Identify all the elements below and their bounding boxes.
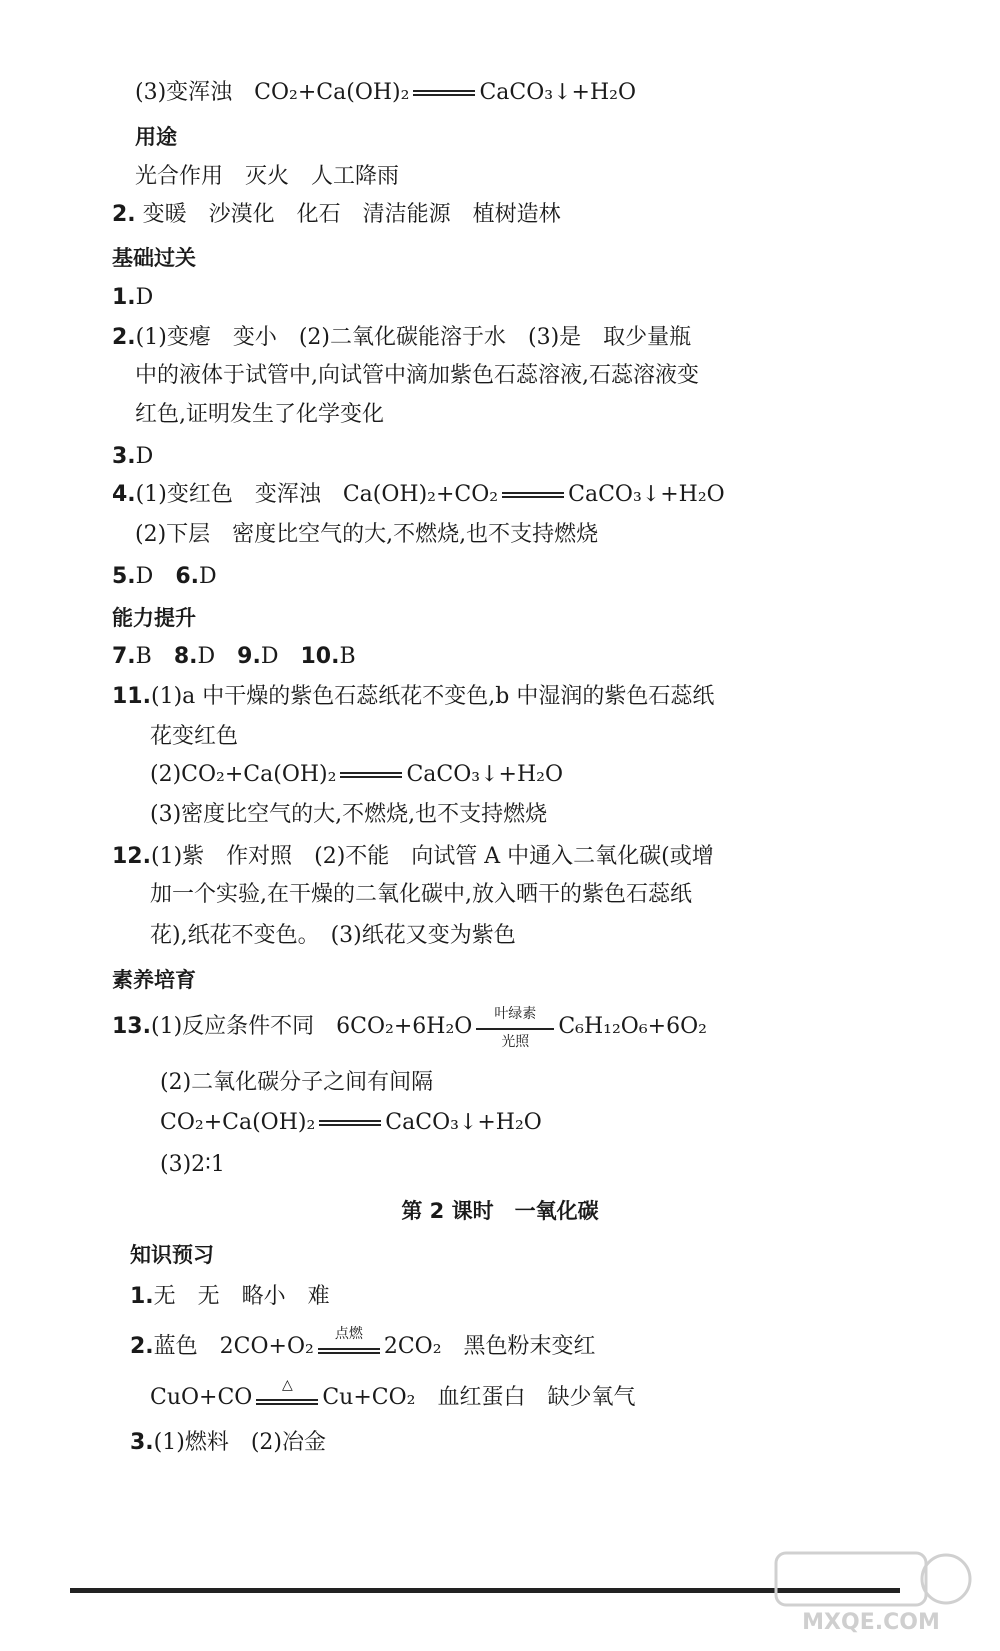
answer-line [160,1108,542,1138]
question-number: 6. [175,564,199,589]
answer-line [135,78,636,108]
reaction-condition [252,1377,322,1413]
equation-right: CaCO₃↓+H₂O [385,1110,542,1135]
answer-line: 花变红色 [150,724,239,749]
answer-line [112,323,691,353]
answer-line: 中的液体于试管中,向试管中滴加紫色石蕊溶液,石蕊溶液变 [135,363,699,388]
equation-right: C₆H₁₂O₆+6O₂ [558,1014,707,1039]
answer-line [150,760,563,790]
question-number: 5. [112,564,136,589]
equals-sign [498,480,568,510]
equals-sign [315,1108,385,1138]
question-number: 10. [300,644,340,669]
question-number: 11. [112,684,151,709]
condition-bottom: 光照 [501,1034,530,1050]
answer-line [112,480,725,510]
question-number: 4. [112,482,136,507]
answer-line: 光合作用 灭火 人工降雨 [135,164,400,189]
answer-text: B [339,644,356,669]
question-number: 2. [112,202,136,227]
answer-text: (1)紫 作对照 (2)不能 向试管 A 中通入二氧化碳(或增 [150,844,714,869]
question-number: 8. [173,644,198,669]
equals-sign [409,78,479,108]
equation-right: CaCO₃↓+H₂O [479,80,636,105]
answer-text: 无 无 略小 难 [153,1284,330,1309]
answer-text: D [197,644,216,669]
answer-line: 红色,证明发生了化学变化 [135,402,384,427]
equation-right: CaCO₃↓+H₂O [568,482,725,507]
answer-text: B [135,644,152,669]
answer-text: D [198,564,217,589]
answer-line [112,682,714,712]
answer-line [112,200,561,230]
equation-left: (2)CO₂+Ca(OH)₂ [150,762,337,787]
section-heading: 素养培育 [112,968,196,992]
equation-right: Cu+CO₂ 血红蛋白 缺少氧气 [322,1385,636,1410]
question-number: 7. [112,644,136,669]
answer-line: (3)密度比空气的大,不燃烧,也不支持燃烧 [150,802,548,827]
answer-text: (1)变瘪 变小 (2)二氧化碳能溶于水 (3)是 取少量瓶 [135,325,692,350]
answer-line [130,1326,596,1362]
answer-text: D [135,285,154,310]
watermark-text: MXQE.COM [802,1610,940,1635]
answer-line [150,1377,636,1413]
answer-line [112,642,356,672]
answer-text: (1)燃料 (2)冶金 [153,1430,326,1455]
answer-line: (2)下层 密度比空气的大,不燃烧,也不支持燃烧 [135,522,599,547]
section-heading: 能力提升 [112,606,196,630]
question-number: 1. [130,1284,154,1309]
equation-left: CO₂+Ca(OH)₂ [160,1110,316,1135]
question-number: 2. [112,325,136,350]
answer-line [112,1006,707,1050]
question-number: 2. [130,1334,154,1359]
section-heading: 用途 [135,125,177,149]
question-number: 3. [130,1430,154,1455]
section-heading: 基础过关 [112,246,196,270]
answer-line [112,442,153,472]
condition-top: △ [281,1377,293,1393]
answer-text: D [135,444,154,469]
question-number: 13. [112,1014,151,1039]
equation-right: 2CO₂ 黑色粉末变红 [383,1334,596,1359]
answer-text: (3)变浑浊 [135,80,233,105]
reaction-condition [472,1006,558,1050]
watermark-icon [766,1547,976,1637]
answer-line: (3)2∶1 [160,1152,225,1177]
equation-left: (1)反应条件不同 6CO₂+6H₂O [150,1014,473,1039]
condition-top: 点燃 [334,1326,363,1342]
answer-text: D [260,644,279,669]
answer-text: D [135,564,154,589]
answer-line: 加一个实验,在干燥的二氧化碳中,放入晒干的紫色石蕊纸 [150,882,692,907]
equation-left: CuO+CO [150,1385,253,1410]
question-number: 9. [237,644,261,669]
condition-top: 叶绿素 [494,1006,537,1022]
reaction-condition [314,1326,384,1362]
question-number: 3. [112,444,136,469]
answer-text: (1)a 中干燥的紫色石蕊纸花不变色,b 中湿润的紫色石蕊纸 [150,684,715,709]
question-number: 1. [112,285,136,310]
equals-sign [336,760,406,790]
answer-line [112,842,714,872]
answer-line [130,1428,326,1458]
answer-line [112,283,153,313]
answer-line [112,562,217,592]
question-number: 12. [112,844,151,869]
answer-text: 变暖 沙漠化 化石 清洁能源 植树造林 [142,202,561,227]
equation-left: (1)变红色 变浑浊 Ca(OH)₂+CO₂ [135,482,499,507]
answer-line [130,1282,330,1312]
equation-left: 蓝色 2CO+O₂ [153,1334,314,1359]
equation-right: CaCO₃↓+H₂O [406,762,563,787]
answer-line: 花),纸花不变色。 (3)纸花又变为紫色 [150,923,516,948]
watermark-logo [766,1547,976,1637]
equation-left: CO₂+Ca(OH)₂ [254,80,410,105]
lesson-title: 第 2 课时 一氧化碳 [401,1199,599,1223]
answer-line: (2)二氧化碳分子之间有间隔 [160,1070,434,1095]
section-heading: 知识预习 [130,1243,214,1267]
